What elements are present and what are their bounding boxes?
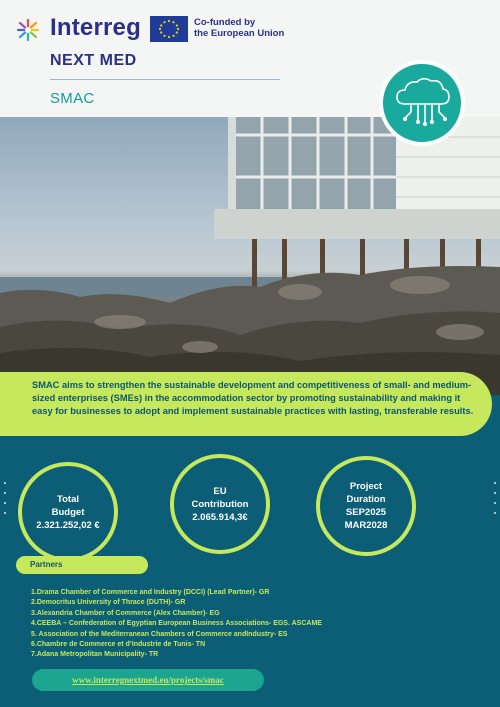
- total-budget-stat: [18, 462, 118, 562]
- coastal-house-illustration: [0, 117, 500, 395]
- stat-label: Contribution: [191, 498, 249, 510]
- eu-cofunded-label: Co-funded by the European Union: [194, 17, 285, 39]
- stat-value: 2.321.252,02 €: [36, 519, 100, 531]
- stat-label: EU: [213, 485, 227, 497]
- project-duration-stat: [316, 456, 416, 556]
- eu-flag-icon: [150, 16, 188, 42]
- eu-contribution-stat: [170, 454, 270, 554]
- project-acronym: SMAC: [50, 90, 95, 107]
- partner-item: 3.Alexandria Chamber of Commerce (Alex Chamber)- EG: [31, 609, 220, 617]
- stat-value: 2.065.914,3€: [192, 511, 248, 523]
- project-website-link[interactable]: www.interregnextmed.eu/projects/smac: [32, 669, 264, 691]
- stat-value: SEP2025: [345, 507, 387, 518]
- interreg-star-logo-icon: [16, 18, 40, 42]
- partner-item: 6.Chambre de Commerce et d’Industrie de Tunis- TN: [31, 641, 206, 649]
- left-dot-column: [4, 482, 8, 522]
- project-summary-banner: [0, 372, 492, 436]
- partner-item: 1.Drama Chamber of Commerce and Industry (DCCI) (Lead Partner)- GR: [31, 589, 270, 596]
- header-divider: [50, 79, 280, 80]
- project-summary-text: SMAC aims to strengthen the sustainable development and competitiveness of small- and medium-sized enterprises (SMEs) in the accommodation sector by promoting sustainability and making it easy for businesses to adopt and implement sustainable practices with lasting, transferable results.: [32, 380, 474, 416]
- interreg-wordmark: Interreg: [50, 14, 141, 41]
- stat-label: Duration: [346, 494, 386, 505]
- partner-item: 7.Adana Metropolitan Municipality- TR: [31, 651, 159, 659]
- stat-label: Budget: [51, 506, 85, 518]
- cloud-circuit-icon: [383, 64, 461, 142]
- partner-item: 2.Democritus University of Thrace (DUTH)- GR: [31, 599, 186, 607]
- stat-label: Project: [349, 481, 383, 492]
- partner-list: [31, 588, 491, 661]
- partners-heading: Partners: [16, 556, 148, 574]
- stat-label: Total: [57, 493, 79, 505]
- partner-item: 5. Association of the Mediterranean Chambers of Commerce andIndustry- ES: [31, 630, 288, 638]
- stat-value: MAR2028: [344, 520, 388, 531]
- partner-item: 4.CEEBA – Confederation of Egyptian European Business Associations- EGS. ASCAME: [31, 620, 322, 628]
- right-dot-column: [494, 482, 498, 522]
- cloud-circuit-badge: [379, 60, 465, 146]
- program-name: NEXT MED: [50, 52, 137, 69]
- hero-photo: [0, 117, 500, 395]
